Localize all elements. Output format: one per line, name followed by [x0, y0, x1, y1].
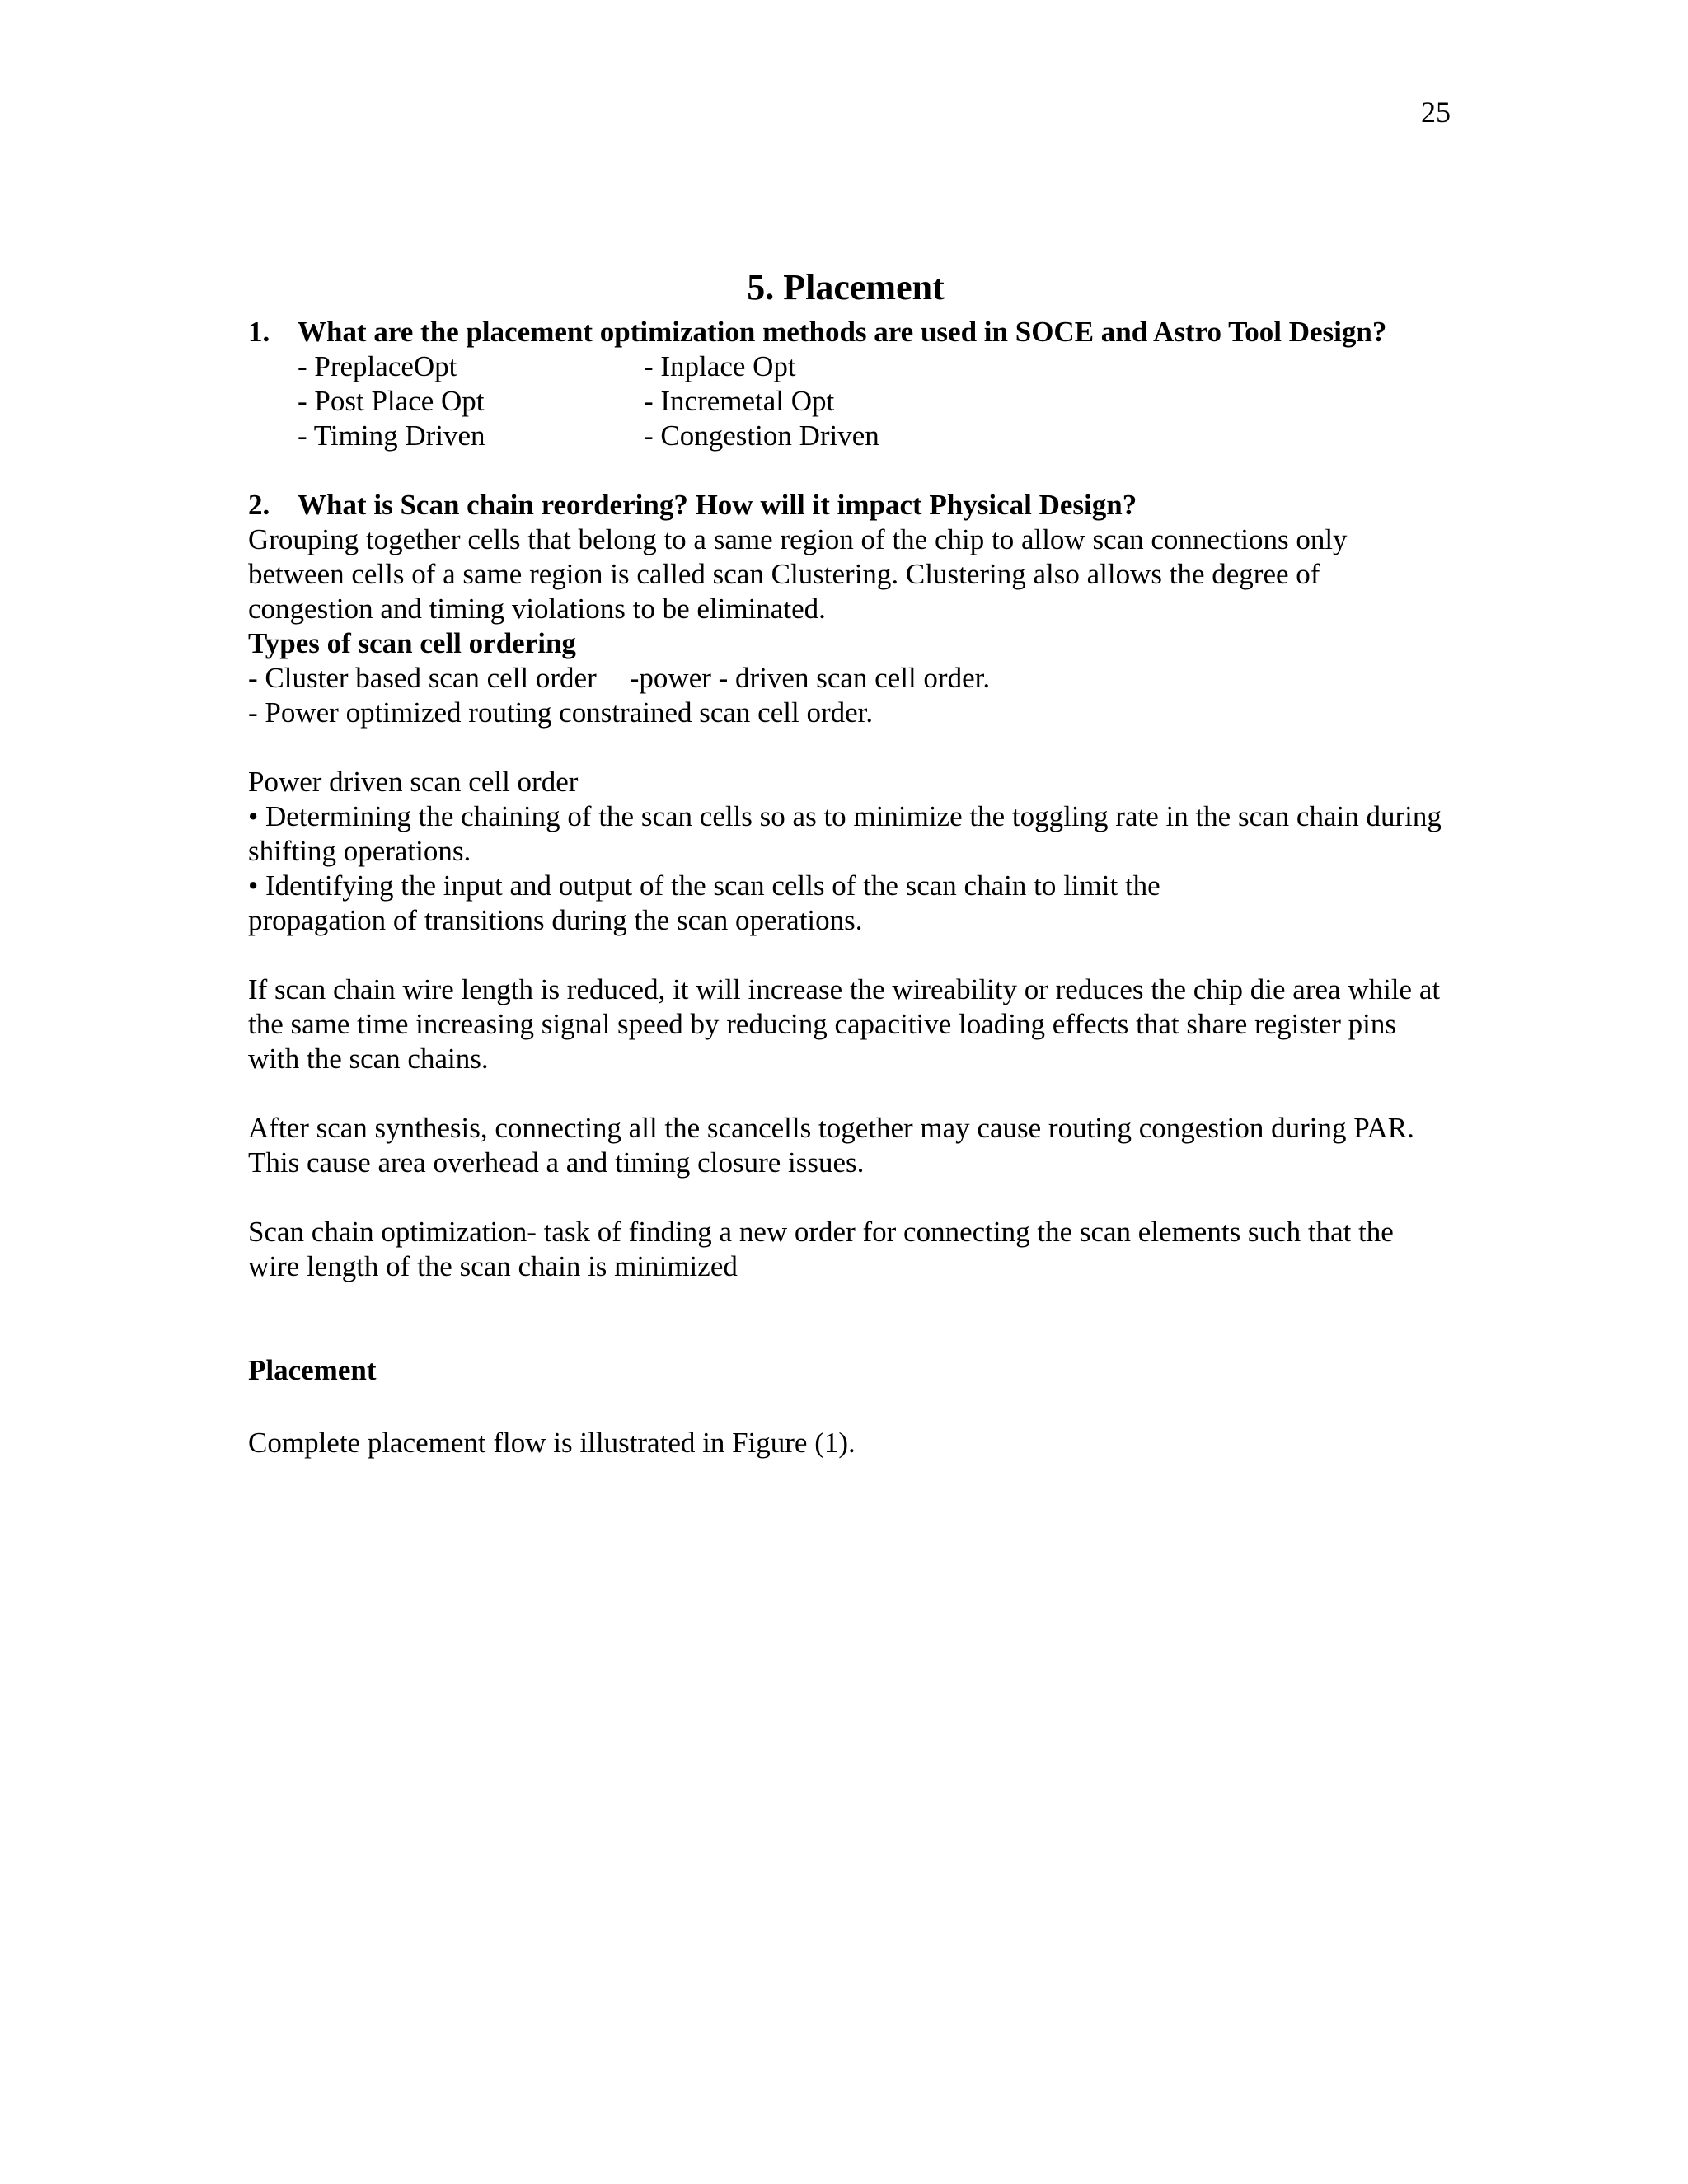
page-number: 25 — [1421, 96, 1451, 129]
list-item: -power - driven scan cell order. — [629, 662, 991, 694]
question-1-text: What are the placement optimization methods are used in SOCE and Astro Tool Design? — [298, 316, 1387, 348]
chapter-title: 5. Placement — [747, 267, 945, 307]
power-driven-bullet-1: • Determining the chaining of the scan cells so as to minimize the toggling rate in the scan chain during shifting operations. — [248, 800, 1442, 867]
question-1 — [248, 315, 1443, 349]
question-2-number: 2. — [248, 489, 270, 521]
scan-ordering-types-heading: Types of scan cell ordering — [248, 627, 576, 659]
list-item: - Timing Driven — [298, 419, 485, 452]
question-2-text: What is Scan chain reordering? How will it impact Physical Design? — [298, 489, 1137, 521]
list-item: - Cluster based scan cell order — [248, 662, 597, 694]
document-body — [248, 265, 1443, 1460]
list-item: - Congestion Driven — [644, 419, 879, 452]
wire-length-paragraph: If scan chain wire length is reduced, it will increase the wireability or reduces the chip die area while at the same time increasing signal speed by reducing capacitive loading effects that share register pins with the scan chains. — [248, 973, 1441, 1075]
power-driven-bullet-2-line-1: • Identifying the input and output of the scan cells of the scan chain to limit the — [248, 869, 1160, 902]
question-2 — [248, 488, 1443, 523]
power-driven-heading: Power driven scan cell order — [248, 766, 579, 798]
list-item: - PreplaceOpt — [298, 350, 457, 382]
scan-ordering-type-line-1 — [248, 661, 1443, 696]
placement-section-heading: Placement — [248, 1354, 377, 1386]
scan-chain-optimization-paragraph: Scan chain optimization- task of finding a new order for connecting the scan elements such that the wire length of the scan chain is minimized — [248, 1216, 1394, 1282]
power-driven-bullet-2-line-2: propagation of transitions during the scan operations. — [248, 904, 863, 936]
power-driven-bullet-2 — [248, 869, 1443, 938]
question-1-number: 1. — [248, 316, 270, 348]
placement-opt-methods-list — [298, 349, 1443, 453]
scan-ordering-type-line-2: - Power optimized routing constrained scan cell order. — [248, 696, 874, 729]
list-item: - Incremetal Opt — [644, 385, 835, 417]
list-item: - Post Place Opt — [298, 385, 485, 417]
scan-clustering-paragraph: Grouping together cells that belong to a same region of the chip to allow scan connections only between cells of a same region is called scan Clustering. Clustering also allows the degree of congestion and timing violations to be eliminated. — [248, 523, 1348, 625]
scan-synthesis-paragraph: After scan synthesis, connecting all the scancells together may cause routing congestion during PAR. This cause area overhead a and timing closure issues. — [248, 1112, 1414, 1179]
placement-flow-paragraph: Complete placement flow is illustrated in Figure (1). — [248, 1427, 856, 1459]
list-item: - Inplace Opt — [644, 350, 796, 382]
